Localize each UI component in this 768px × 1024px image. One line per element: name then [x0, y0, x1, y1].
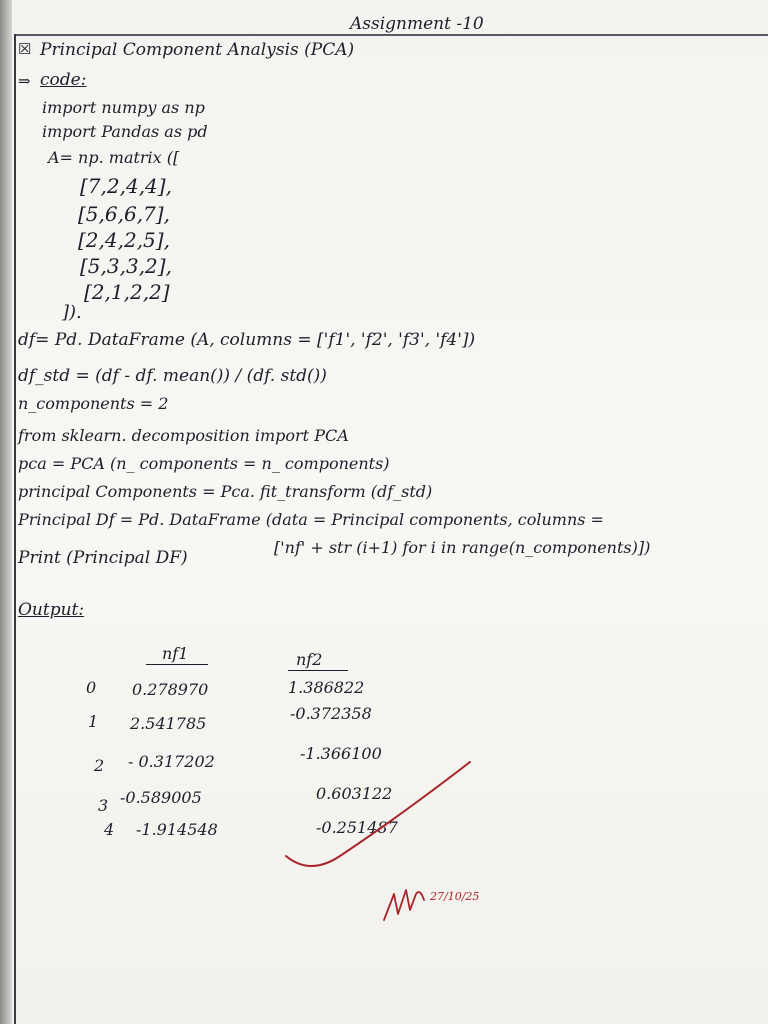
code-line: df_std = (df - df. mean()) / (df. std())	[18, 366, 327, 386]
code-line: df= Pd. DataFrame (A, columns = ['f1', 'f2', 'f3', 'f4'])	[18, 330, 476, 350]
header-underline	[288, 670, 348, 671]
section-heading: Principal Component Analysis (PCA)	[40, 40, 355, 60]
check-mark-icon	[280, 756, 480, 876]
code-label: code:	[40, 70, 87, 90]
signature-scribble-icon	[380, 880, 440, 930]
code-line: ]).	[62, 302, 82, 323]
code-line: import Pandas as pd	[42, 122, 208, 141]
table-cell: 2.541785	[130, 714, 207, 733]
code-line: from sklearn. decomposition import PCA	[18, 426, 349, 445]
checkbox-icon: ☒	[18, 40, 32, 58]
table-cell: -1.914548	[136, 820, 218, 839]
row-index: 2	[94, 756, 105, 775]
code-line: [5,3,3,2],	[80, 254, 172, 278]
table-cell: -0.589005	[120, 788, 202, 807]
code-line: n_components = 2	[18, 394, 169, 413]
code-line: [7,2,4,4],	[80, 174, 172, 198]
code-line: import numpy as np	[42, 98, 205, 117]
row-index: 4	[104, 820, 115, 839]
table-cell: -1.366100	[300, 744, 382, 763]
code-line: [2,4,2,5],	[78, 228, 170, 252]
column-header-nf1: nf1	[162, 644, 189, 663]
table-cell: -0.372358	[290, 704, 372, 723]
code-line: A= np. matrix ([	[48, 148, 180, 167]
table-cell: 0.603122	[316, 784, 393, 803]
notebook-binding	[0, 0, 12, 1024]
code-line: principal Components = Pca. fit_transform (df_std)	[18, 482, 433, 501]
arrow-icon: ⇒	[18, 72, 31, 90]
row-index: 3	[98, 796, 109, 815]
table-cell: -0.251487	[316, 818, 398, 837]
code-line: pca = PCA (n_ components = n_ components)	[18, 454, 390, 473]
code-line: Print (Principal DF)	[18, 548, 188, 568]
table-cell: 0.278970	[132, 680, 209, 699]
column-header-nf2: nf2	[296, 650, 323, 669]
signature-date: 27/10/25	[430, 890, 480, 903]
code-line: Principal Df = Pd. DataFrame (data = Principal components, columns =	[18, 510, 604, 529]
code-line: ['nf' + str (i+1) for i in range(n_components)])	[274, 538, 651, 557]
table-cell: 1.386822	[288, 678, 365, 697]
row-index: 1	[88, 712, 99, 731]
table-cell: - 0.317202	[128, 752, 215, 771]
top-rule-line	[14, 34, 768, 36]
row-index: 0	[86, 678, 97, 697]
code-line: [2,1,2,2]	[84, 280, 170, 304]
margin-rule-line	[14, 34, 16, 1024]
assignment-title: Assignment -10	[350, 14, 484, 34]
output-label: Output:	[18, 600, 85, 620]
header-underline	[146, 664, 208, 665]
code-line: [5,6,6,7],	[78, 202, 170, 226]
